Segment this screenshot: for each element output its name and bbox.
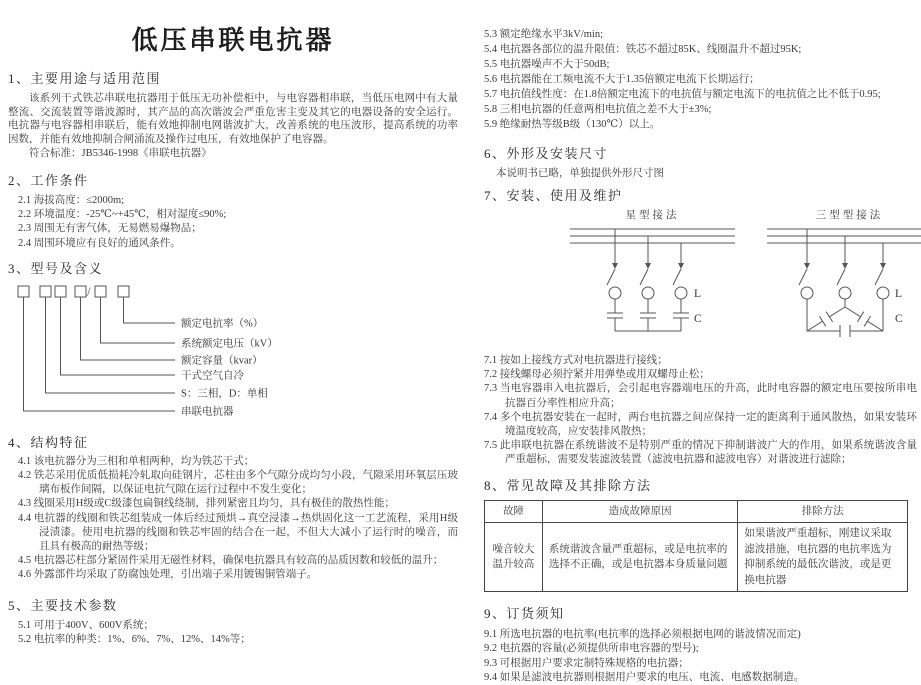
model-designation-diagram — [8, 283, 438, 429]
column-header: 造成故障原因 — [542, 500, 738, 523]
inductor-symbol — [642, 287, 654, 299]
standard-reference: 符合标准：JB5346-1998《串联电抗器》 — [29, 148, 212, 160]
inductor-symbol — [877, 287, 889, 299]
list-item: 7.5 此串联电抗器在系统谐波不是特别严重的情况下抑制谐波广大的作用，如果系统谐波含量严重超标，需要发装滤波装置（滤波电抗器和滤波电容）对谐波进行滤除； — [484, 440, 917, 466]
list-item: 7.3 当电容器串入电抗器后，会引起电容器端电压的升高，此时电容器的额定电压要按所串电抗器百分率性相应升高； — [484, 383, 917, 409]
capacitor-letter: C — [895, 313, 903, 325]
list-item: 9.1 所选电抗器的电抗率(电抗率的选择必须根据电网的谐波情况而定) — [484, 629, 801, 641]
inductor-letter: L — [895, 288, 903, 300]
table-row — [485, 523, 908, 592]
list-item: 4.1 该电抗器分为三相和单相两种，均为铁芯干式； — [18, 455, 255, 467]
capacitor-symbol — [857, 312, 870, 327]
arrowheads — [612, 263, 684, 269]
list-item: 4.3 线圈采用H级或C级漆包扁铜线绕制，排列紧密且均匀，具有极佳的散热性能； — [18, 498, 395, 510]
star-connection-block — [570, 207, 735, 350]
fault-table-header-row — [485, 500, 908, 523]
wiring-diagrams — [570, 207, 917, 350]
delta-connection-diagram — [767, 223, 921, 345]
model-label: 额定电抗率（%） — [181, 318, 264, 330]
list-item: 2.4 周围环境应有良好的通风条件。 — [18, 237, 181, 249]
inductor-letter: L — [694, 288, 702, 300]
column-header: 排除方法 — [738, 500, 908, 523]
list-item: 4.5 电抗器芯柱部分紧固件采用无磁性材料，确保电抗器具有较高的品质因数和较低的温升； — [18, 555, 444, 567]
model-slash: / — [87, 283, 91, 299]
list-item: 2.2 环境温度：-25℃~+45℃，相对湿度≤90%; — [18, 209, 227, 221]
section-9-items — [484, 628, 917, 685]
cause-cell: 系统谐波含量严重超标，或是电抗率的选择不正确，或是电抗器本身质量问题 — [542, 523, 738, 592]
capacitor-symbol — [607, 299, 623, 331]
section-9-heading: 9、订货须知 — [484, 606, 565, 622]
list-item: 2.3 周围无有害气体，无易燃易爆物品； — [18, 223, 202, 235]
fault-table — [484, 500, 908, 593]
capacitor-symbol — [819, 312, 832, 327]
section-3-heading: 3、型号及含义 — [8, 260, 104, 276]
model-label: 系统额定电压（kV） — [181, 338, 278, 350]
list-item: 5.1 可用于400V、600V系统； — [18, 619, 154, 631]
list-item: 2.1 海拔高度：≤2000m; — [18, 194, 125, 206]
model-label: 额定容量（kvar） — [181, 355, 263, 367]
column-header: 故障 — [485, 500, 543, 523]
list-item: 9.4 如果是滤波电抗器则根据用户要求的电压、电流、电感数据制造。 — [484, 671, 805, 683]
model-label: 串联电抗器 — [181, 406, 234, 418]
list-item: 5.4 电抗器各部位的温升限值：铁芯不超过85K、线圈温升不超过95K; — [484, 44, 802, 55]
list-item: 5.8 三相电抗器的任意两相电抗值之差不大于±3%; — [484, 104, 712, 115]
capacitor-symbol — [840, 325, 850, 337]
list-item: 5.9 绝缘耐热等级B级（130℃）以上。 — [484, 119, 661, 130]
section-2-heading: 2、工作条件 — [8, 172, 89, 188]
star-connection-label: 星型接法 — [625, 210, 680, 221]
inductor-symbol — [609, 287, 621, 299]
capacitor-letter: C — [694, 313, 702, 325]
list-item: 4.2 铁芯采用优质低损耗冷轧取向硅钢片，芯柱由多个气隙分成均匀小段，气隙采用环氧层压玻璃布板作间隔，以保证电抗气隙在运行过程中不发生变化； — [18, 469, 458, 496]
list-item: 5.6 电抗器能在工频电流不大于1.35倍额定电流下长期运行； — [484, 74, 760, 85]
busbar-lines — [570, 229, 735, 243]
switch-symbols — [607, 269, 681, 285]
list-item: 5.2 电抗率的种类：1%、6%、7%、12%、14%等； — [18, 633, 251, 645]
list-item: 7.1 按如上接线方式对电抗器进行接线； — [484, 355, 668, 366]
page-title: 低压串联电抗器 — [131, 25, 335, 55]
busbar-lines — [767, 229, 921, 243]
section-6-heading: 6、外形及安装尺寸 — [484, 146, 609, 161]
inductor-symbol — [839, 287, 851, 299]
section-5-items-continued — [484, 27, 917, 132]
model-label: 干式空气自冷 — [181, 370, 244, 382]
remedy-cell: 如果谐波严重超标，刚建议采取滤波措施，电抗器的电抗率选为抑制系统的最低次谐波，或是更换电抗器 — [738, 523, 908, 592]
inductor-symbol — [675, 287, 687, 299]
delta-left-side — [807, 307, 845, 331]
section-2-items — [8, 194, 458, 251]
list-item: 5.5 电抗器噪声不大于50dB; — [484, 59, 610, 70]
delta-right-side — [845, 307, 883, 331]
capacitor-symbol — [640, 299, 656, 331]
switch-symbols — [799, 269, 883, 285]
fault-cell: 噪音较大温升较高 — [485, 523, 543, 592]
delta-connection-block — [767, 207, 921, 350]
delta-wires — [807, 299, 883, 331]
section-1-paragraph: 该系列干式铁芯串联电抗器用于低压无功补偿柜中，与电容器相串联，当低压电网中有大量整流、交流装置等谐波源时，其产品的高次谐波会严重危害主变及其它的电器设备的安全运行。电抗器与电容器相串联后，能有效地抑制电网谐波扩大，改善系统的电压波形，提高系统的功率因数，并能有效地抑制合闸涌流及操作过电压，有效地保护了电容器。 — [8, 93, 458, 145]
section-1-heading: 1、主要用途与适用范围 — [8, 71, 162, 86]
phase-drop-lines — [615, 229, 681, 264]
section-6-note: 本说明书已略，单独提供外形尺寸图 — [496, 168, 664, 179]
delta-connection-label: 三型型接法 — [815, 210, 884, 221]
list-item: 4.6 外露部件均采取了防腐蚀处理，引出端子采用镀锡铜管端子。 — [18, 569, 318, 581]
list-item: 5.7 电抗值线性度：在1.8倍额定电流下的电抗值与额定电流下的电抗值之比不低于0.95; — [484, 89, 881, 100]
model-leader-lines — [24, 297, 176, 411]
section-4-items — [8, 455, 458, 583]
section-8-heading: 8、常见故障及其排除方法 — [484, 477, 652, 493]
capacitor-symbol — [673, 299, 689, 331]
right-column — [484, 0, 917, 685]
star-connection-diagram — [570, 223, 735, 345]
section-7-heading: 7、安装、使用及维护 — [484, 188, 623, 203]
list-item: 9.2 电抗器的容量(必须提供所串电容器的型号); — [484, 643, 699, 655]
list-item: 4.4 电抗器的线圈和铁芯组装成一体后经过预烘→真空浸漆→热烘固化这一工艺流程，采用H级浸渍漆。使用电抗器的线圈和铁芯牢固的结合在一起，不但大大减小了运行时的噪音，而且具有极高的耐热等级； — [18, 512, 458, 552]
arrowheads — [804, 263, 886, 269]
inductor-symbol — [801, 287, 813, 299]
section-5-items — [8, 619, 458, 647]
phase-drop-lines — [807, 229, 883, 264]
section-5-heading: 5、主要技术参数 — [8, 597, 118, 613]
section-7-items — [484, 354, 917, 468]
model-label: S：三相，D：单相 — [181, 388, 268, 400]
left-column — [8, 0, 458, 647]
section-4-heading: 4、结构特征 — [8, 434, 89, 450]
list-item: 7.4 多个电抗器安装在一起时，两台电抗器之间应保持一定的距离利于通风散热，如果安装环境温度较高，应安装排风散热； — [484, 411, 917, 438]
list-item: 5.3 额定绝缘水平3kV/min; — [484, 29, 604, 40]
list-item: 7.2 接线螺母必须拧紧并用弹垫或用双螺母止松； — [484, 369, 710, 381]
list-item: 9.3 可根据用户要求定制特殊规格的电抗器； — [484, 657, 689, 669]
model-boxes — [18, 283, 129, 299]
